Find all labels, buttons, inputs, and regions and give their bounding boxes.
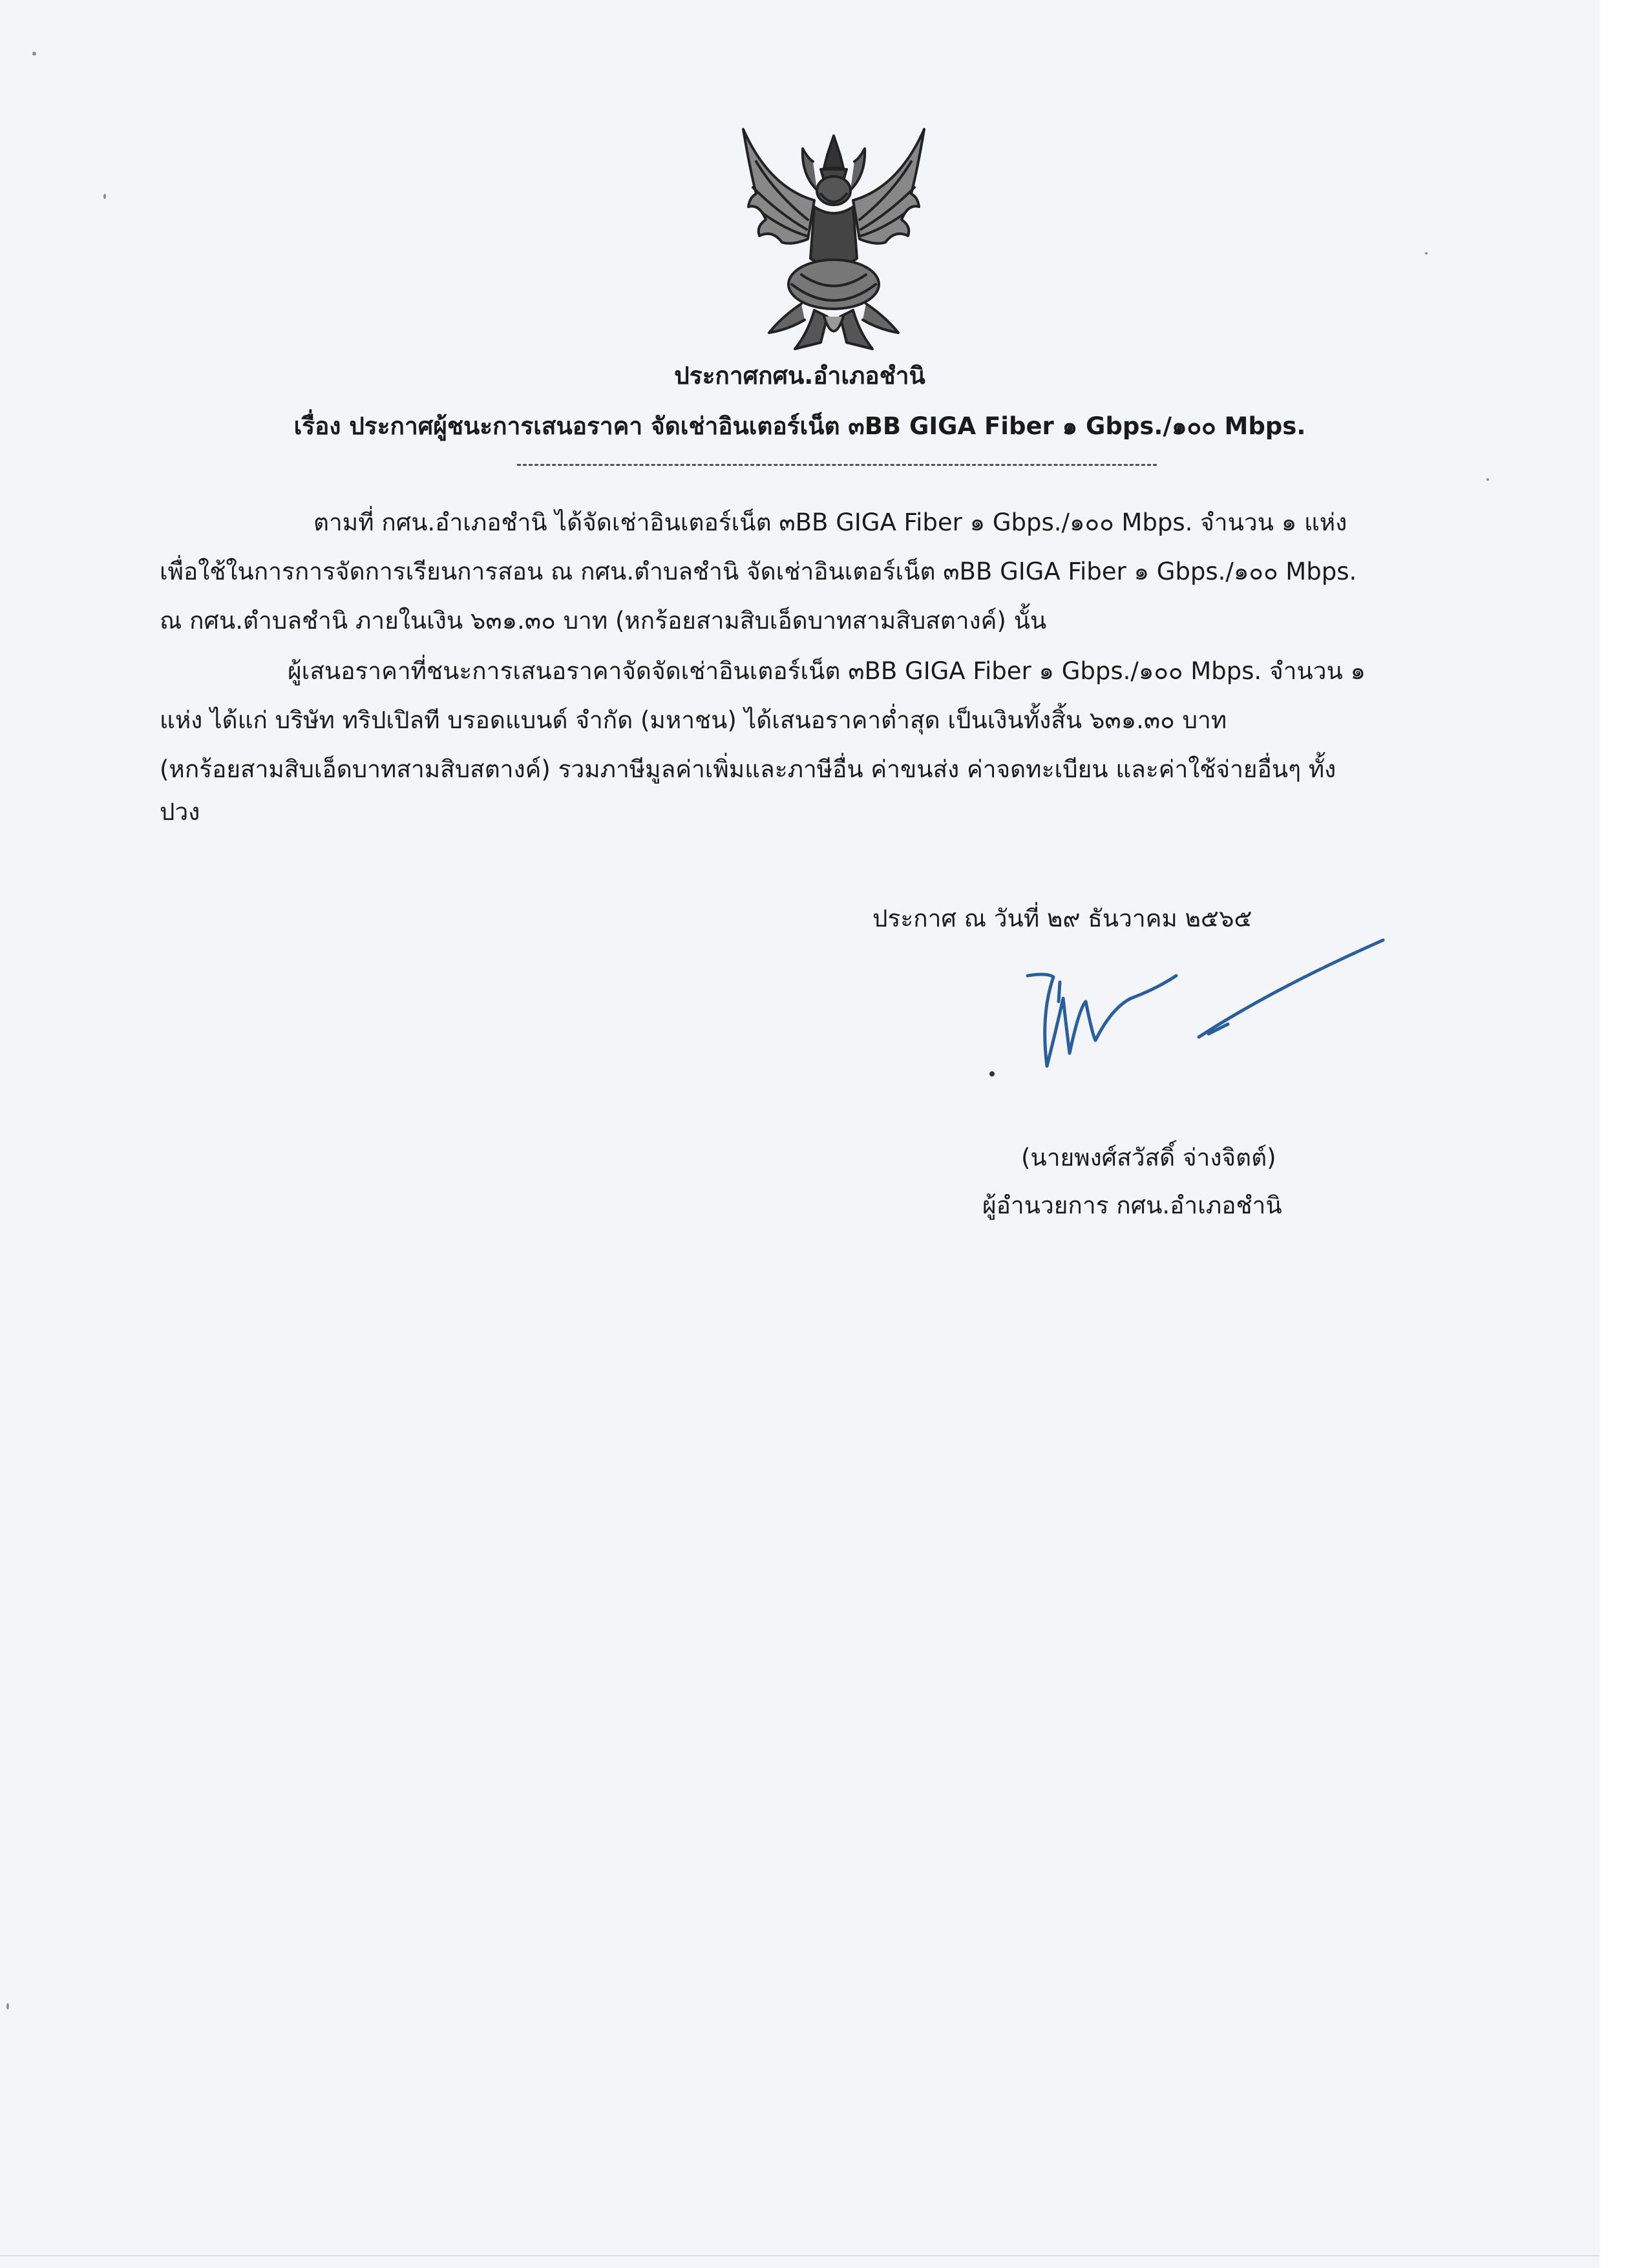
scan-speck bbox=[103, 194, 106, 199]
body-paragraph-line: เพื่อใช้ในการการจัดการเรียนการสอน ณ กศน.ตำบลชำนิ จัดเช่าอินเตอร์เน็ต ๓BB GIGA Fiber ๑ Gbps./๑๐๐ Mbps. bbox=[160, 558, 1357, 585]
announcement-subject: เรื่อง ประกาศผู้ชนะการเสนอราคา จัดเช่าอินเตอร์เน็ต ๓BB GIGA Fiber ๑ Gbps./๑๐๐ Mbps. bbox=[293, 412, 1306, 440]
body-paragraph-line: ปวง bbox=[160, 798, 200, 826]
body-paragraph-line: (หกร้อยสามสิบเอ็ดบาทสามสิบสตางค์) รวมภาษีมูลค่าเพิ่มและภาษีอื่น ค่าขนส่ง ค่าจดทะเบียน และค่าใช้จ่ายอื่นๆ ทั้ง bbox=[160, 755, 1336, 783]
signer-position: ผู้อำนวยการ กศน.อำเภอชำนิ bbox=[982, 1192, 1282, 1219]
scan-speck bbox=[32, 52, 36, 56]
announcement-title: ประกาศกศน.อำเภอชำนิ bbox=[674, 362, 925, 390]
dashed-divider bbox=[517, 464, 1157, 466]
body-paragraph-line: ณ กศน.ตำบลชำนิ ภายในเงิน ๖๓๑.๓๐ บาท (หกร้อยสามสิบเอ็ดบาทสามสิบสตางค์) นั้น bbox=[160, 607, 1047, 635]
scan-speck bbox=[1425, 252, 1428, 255]
scan-speck bbox=[1486, 478, 1489, 481]
garuda-emblem-icon bbox=[730, 123, 937, 359]
body-paragraph-line: แห่ง ได้แก่ บริษัท ทริปเปิลที บรอดแบนด์ จำกัด (มหาชน) ได้เสนอราคาต่ำสุด เป็นเงินทั้งสิ้น ๖๓๑.๓๐ บาท bbox=[160, 706, 1227, 734]
announcement-date: ประกาศ ณ วันที่ ๒๙ ธันวาคม ๒๕๖๕ bbox=[872, 905, 1252, 932]
body-paragraph-line: ผู้เสนอราคาที่ชนะการเสนอราคาจัดจัดเช่าอินเตอร์เน็ต ๓BB GIGA Fiber ๑ Gbps./๑๐๐ Mbps. จำนวน ๑ bbox=[288, 657, 1366, 685]
scan-margin bbox=[1600, 0, 1648, 2268]
scan-speck bbox=[6, 2003, 9, 2010]
body-paragraph-line: ตามที่ กศน.อำเภอชำนิ ได้จัดเช่าอินเตอร์เน็ต ๓BB GIGA Fiber ๑ Gbps./๑๐๐ Mbps. จำนวน ๑ แห่ง bbox=[313, 509, 1347, 536]
scan-bottom-edge bbox=[0, 2255, 1600, 2256]
signer-name: (นายพงศ์สวัสดิ์ จ่างจิตต์) bbox=[1021, 1144, 1276, 1171]
signature-icon bbox=[982, 937, 1396, 1086]
